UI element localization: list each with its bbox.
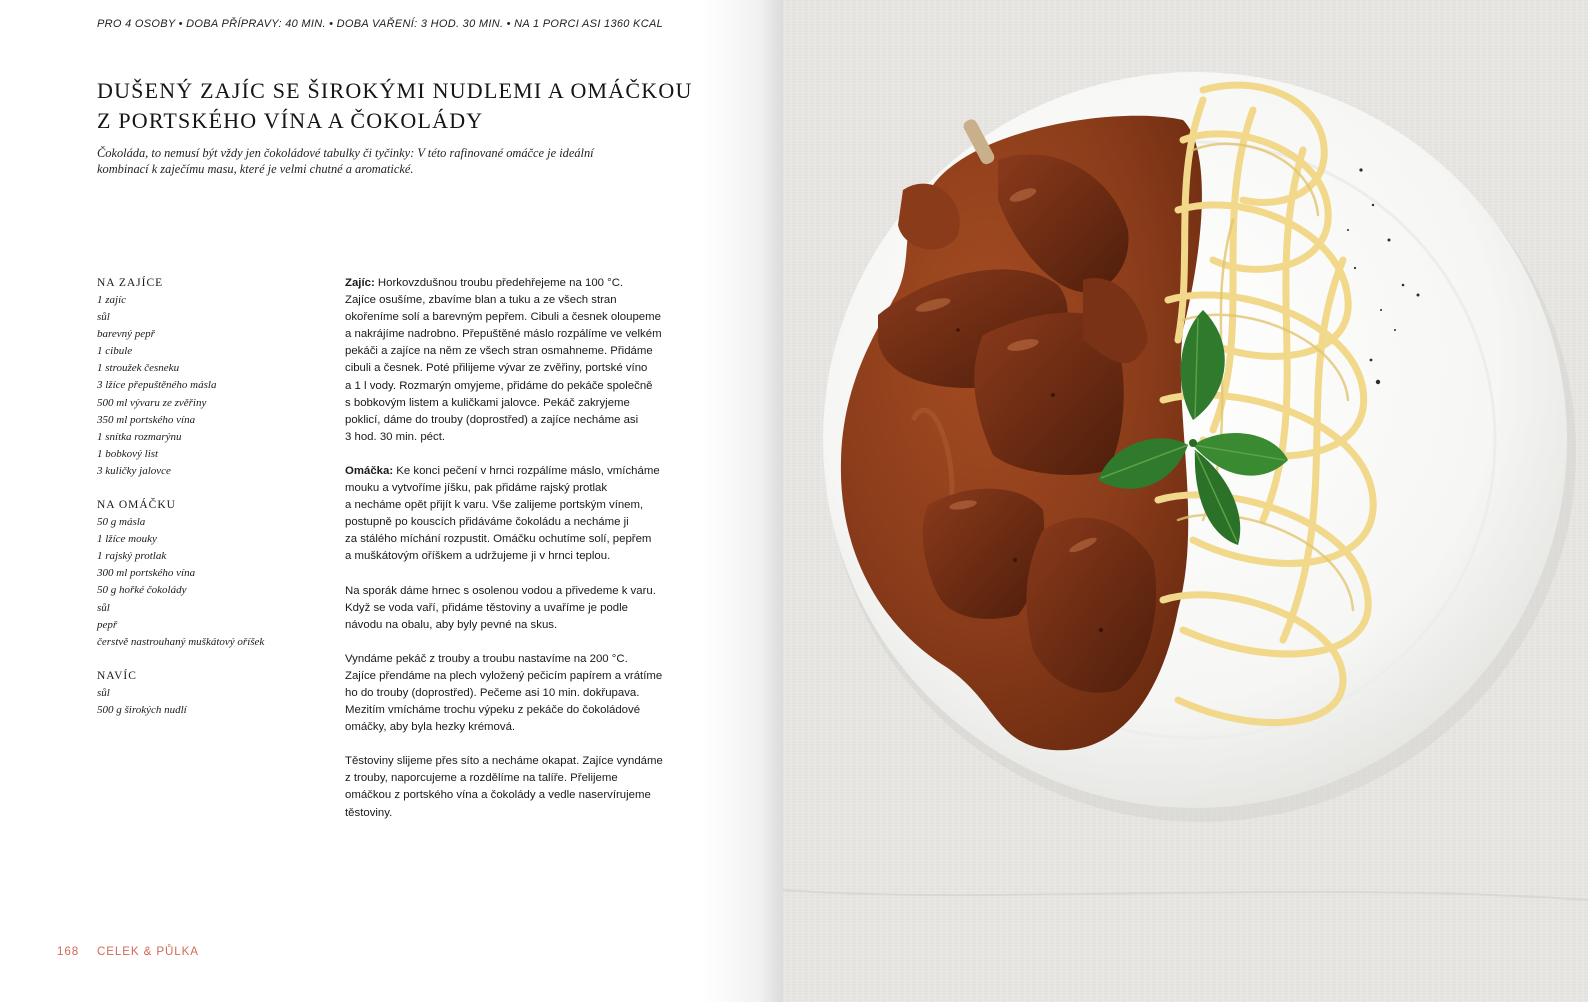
dish-photo-illustration (783, 0, 1588, 1002)
ingredient-item: 1 cibule (97, 345, 133, 358)
ingredient-item: sůl (97, 686, 110, 699)
method-line-text: Zajíce osušíme, zbavíme blan a tuku a ze všech stran (345, 294, 617, 307)
method-line-text: ho do trouby (doprostřed). Pečeme asi 10 min. dokřupava. (345, 686, 640, 699)
ingredient-item: 50 g másla (97, 516, 146, 529)
method-line-text: poklicí, dáme do trouby (doprostřed) a zajíce necháme asi (345, 413, 639, 426)
method-line-text: Vyndáme pekáč z trouby a troubu nastavíme na 200 °C. (345, 652, 628, 665)
method-line-text: s bobkovým listem a kuličkami jalovce. Pekáč zakryjeme (345, 396, 630, 409)
method-line (345, 378, 710, 395)
method-line-text: Na sporák dáme hrnec s osolenou vodou a přivedeme k varu. (345, 584, 656, 597)
method-line (345, 395, 710, 412)
ingredient-group-heading: NA ZAJÍCE (97, 277, 164, 289)
method-line (345, 480, 710, 497)
ingredient-item: 500 g širokých nudlí (97, 703, 187, 716)
method-line (345, 412, 710, 429)
method-line-text: omáčky, aby byla hezky krémová. (345, 721, 516, 734)
method-line (345, 548, 710, 565)
method-line-text: pekáči a zajíce na něm ze všech stran osmahneme. Přidáme (345, 345, 653, 358)
ingredient-item: 3 kuličky jalovce (97, 464, 171, 477)
ingredient-item: 1 rajský protlak (97, 550, 167, 563)
method-line-text: omáčkou z portského vína a čokolády a vedle naservírujeme (345, 789, 651, 802)
method-line-text: Mezitím vmícháme trochu výpeku z pekáče do čokoládové (345, 704, 641, 717)
ingredients-list (97, 275, 327, 736)
page-gutter-shadow (700, 0, 783, 1002)
method-line-text: postupně po kouscích přidáváme čokoládu a necháme ji (345, 516, 629, 529)
method-line-text: z trouby, naporcujeme a rozdělíme na talíře. Přelijeme (345, 772, 618, 785)
method-line (345, 309, 710, 326)
ingredient-group (97, 497, 327, 651)
ingredient-item: 1 zajíc (97, 294, 127, 306)
page-footer (57, 945, 199, 958)
recipe-intro-line: Čokoláda, to nemusí být vždy jen čokoládové tabulky či tyčinky: V této rafinované omáčce je ideální (97, 146, 594, 160)
recipe-title (97, 76, 717, 136)
method-line-text: cibuli a česnek. Poté přilijeme vývar ze zvěřiny, portské víno (345, 362, 648, 375)
ingredient-group-heading: NA OMÁČKU (97, 499, 176, 512)
ingredient-item: 3 lžíce přepuštěného másla (97, 379, 217, 392)
ingredient-item: barevný pepř (97, 328, 155, 341)
method-line (345, 685, 710, 702)
ingredient-group (97, 668, 327, 719)
dish-photo (783, 0, 1588, 1002)
page-number: 168 (57, 945, 80, 958)
method-line-text: těstoviny. (345, 806, 393, 819)
method-paragraph (345, 275, 710, 446)
method-line-text: Horkovzdušnou troubu předehřejeme na 100 °C. (374, 277, 624, 289)
method-line (345, 292, 710, 309)
recipe-meta: PRO 4 OSOBY • DOBA PŘÍPRAVY: 40 MIN. • DOBA VAŘENÍ: 3 HOD. 30 MIN. • NA 1 PORCI ASI 1360 KCAL (97, 18, 663, 30)
method-line (345, 326, 710, 343)
method-line (345, 275, 710, 292)
method-paragraph (345, 583, 710, 634)
book-title: CELEK & PŮLKA (97, 945, 199, 958)
method-line (345, 702, 710, 719)
method-line (345, 429, 710, 446)
ingredient-group (97, 275, 327, 480)
ingredient-item: pepř (97, 618, 118, 631)
ingredient-item: 500 ml vývaru ze zvěřiny (97, 396, 207, 409)
method-line (345, 753, 710, 770)
recipe-intro (97, 145, 697, 177)
method-steps (345, 275, 710, 839)
ingredient-item: 50 g hořké čokolády (97, 584, 187, 597)
method-line (345, 360, 710, 377)
method-paragraph-lead: Omáčka: (345, 464, 394, 477)
recipe-title-line: DUŠENÝ ZAJÍC SE ŠIROKÝMI NUDLEMI A OMÁČKOU (97, 78, 693, 103)
method-line-text: a nakrájíme nadrobno. Přepuštěné máslo rozpálíme ve velkém (345, 328, 662, 341)
method-paragraph (345, 651, 710, 736)
method-line-text: okořeníme solí a barevným pepřem. Cibuli a česnek oloupeme (345, 311, 661, 324)
method-line-text: Zajíce přendáme na plech vyložený pečicím papírem a vrátíme (345, 669, 663, 682)
ingredient-item: 1 bobkový list (97, 447, 159, 460)
method-line (345, 651, 710, 668)
method-line-text: a muškátovým oříškem a udržujeme ji v hrnci teplou. (345, 550, 611, 563)
method-line (345, 719, 710, 736)
method-line (345, 787, 710, 804)
method-paragraph-lead: Zajíc: (345, 277, 375, 289)
ingredient-group-heading: NAVÍC (97, 669, 137, 682)
method-line (345, 600, 710, 617)
method-line (345, 805, 710, 822)
recipe-title-line: Z PORTSKÉHO VÍNA A ČOKOLÁDY (97, 108, 484, 133)
method-line (345, 343, 710, 360)
method-line (345, 583, 710, 600)
method-line (345, 463, 710, 480)
method-line-text: návodu na obalu, aby byly pevné na skus. (345, 618, 558, 631)
method-line-text: Ke konci pečení v hrnci rozpálíme máslo, vmícháme (393, 464, 660, 477)
method-line-text: 3 hod. 30 min. péct. (345, 430, 446, 443)
method-line (345, 514, 710, 531)
recipe-page (0, 0, 783, 1002)
method-line-text: a 1 l vody. Rozmarýn omyjeme, přidáme do pekáče společně (345, 379, 653, 392)
method-line-text: za stálého míchání rozpustit. Omáčku ochutíme solí, pepřem (345, 533, 652, 546)
ingredient-item: sůl (97, 601, 110, 614)
method-line-text: Když se voda vaří, přidáme těstoviny a uvaříme je podle (345, 601, 629, 614)
ingredient-item: 350 ml portského vína (97, 413, 196, 426)
method-line (345, 770, 710, 787)
ingredient-item: 1 lžíce mouky (97, 533, 157, 546)
recipe-intro-line: kombinací k zaječímu masu, které je velmi chutné a aromatické. (97, 162, 414, 176)
ingredient-item: sůl (97, 311, 110, 324)
ingredient-item: 300 ml portského vína (97, 567, 196, 580)
method-line-text: mouku a vytvoříme jíšku, pak přidáme rajský protlak (345, 482, 608, 495)
ingredient-item: 1 stroužek česneku (97, 362, 180, 375)
method-line (345, 668, 710, 685)
method-paragraph (345, 463, 710, 566)
ingredient-item: čerstvě nastrouhaný muškátový oříšek (97, 635, 265, 648)
method-line-text: Těstoviny slijeme přes síto a necháme okapat. Zajíce vyndáme (345, 755, 663, 768)
method-line (345, 617, 710, 634)
method-line-text: a necháme opět přijít k varu. Vše zalijeme portským vínem, (345, 499, 644, 512)
method-paragraph (345, 753, 710, 821)
method-line (345, 531, 710, 548)
ingredient-item: 1 snítka rozmarýnu (97, 430, 182, 443)
method-line (345, 497, 710, 514)
